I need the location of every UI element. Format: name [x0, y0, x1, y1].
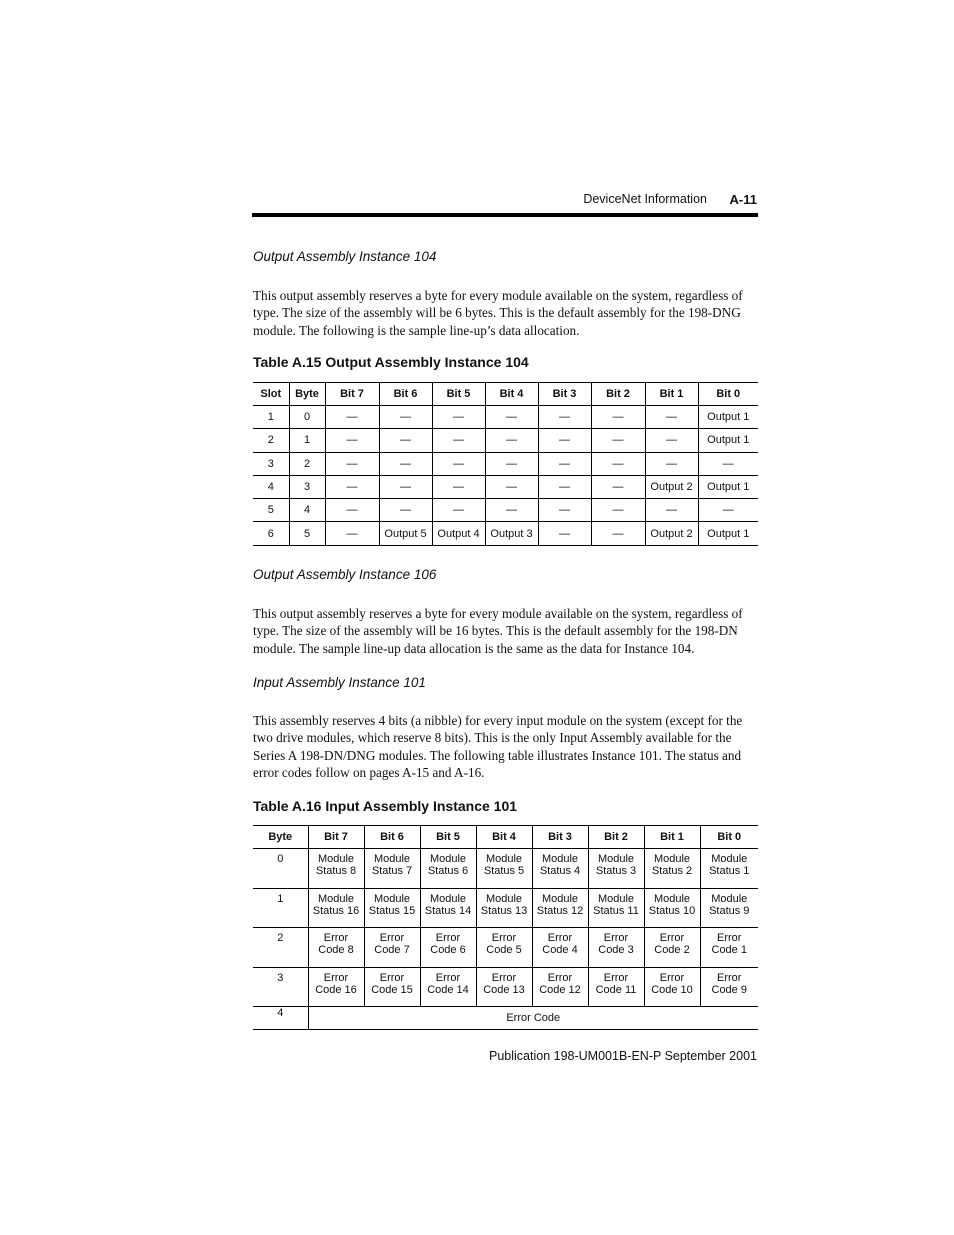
column-header: Bit 3 [538, 383, 591, 406]
publication-footer: Publication 198-UM001B-EN-P September 2001 [489, 1049, 757, 1063]
table-cell [588, 849, 644, 889]
cell-line: Error [435, 932, 461, 945]
column-header: Byte [253, 826, 308, 849]
table-row [253, 849, 758, 889]
cell-line: Module [597, 892, 635, 905]
cell-line: Error [323, 971, 349, 984]
cell-line: Status 2 [651, 865, 693, 877]
table-cell [308, 849, 364, 889]
table-cell: — [325, 406, 379, 429]
cell-line: Module [597, 853, 635, 865]
paragraph-instance-104: This output assembly reserves a byte for every module available on the system, regardless of type. The size of the assembly will be 6 bytes. This is the default assembly for the 198-DNG module. The following is the sample line-up’s data allocation. [253, 288, 743, 338]
table-cell [420, 849, 476, 889]
table-cell: — [379, 452, 432, 475]
table-cell [700, 967, 758, 1007]
table-cell [700, 928, 758, 968]
column-header: Bit 4 [485, 383, 538, 406]
table-cell: 2 [253, 429, 289, 452]
column-header: Bit 6 [364, 826, 420, 849]
running-header [252, 192, 757, 210]
table-cell: — [485, 499, 538, 522]
cell-line: Code 2 [654, 944, 690, 957]
table-cell [308, 928, 364, 968]
column-header: Bit 1 [645, 383, 698, 406]
table-cell [532, 928, 588, 968]
cell-line: Status 3 [595, 865, 637, 877]
table-cell: Output 1 [698, 522, 758, 545]
cell-line: Status 10 [648, 904, 696, 917]
cell-line: Status 13 [480, 904, 528, 917]
table-cell: — [379, 499, 432, 522]
byte-cell: 1 [253, 888, 308, 928]
table-cell: 0 [289, 406, 325, 429]
table-cell: — [698, 452, 758, 475]
cell-line: Module [429, 892, 467, 905]
table-cell [644, 888, 700, 928]
table-cell [308, 888, 364, 928]
cell-line: Error [547, 932, 573, 945]
cell-line: Module [653, 892, 691, 905]
table-cell: — [432, 499, 485, 522]
cell-line: Error [717, 971, 742, 984]
cell-line: Code 9 [711, 983, 747, 996]
column-header: Bit 2 [588, 826, 644, 849]
table-cell [476, 849, 532, 889]
header-title: DeviceNet Information [583, 192, 707, 206]
table-cell: — [698, 499, 758, 522]
table-cell: — [645, 406, 698, 429]
table-cell: — [538, 429, 591, 452]
table-cell: — [485, 452, 538, 475]
cell-line: Status 8 [315, 865, 357, 877]
cell-line: Module [429, 853, 467, 865]
table-cell [476, 888, 532, 928]
cell-line: Code 3 [598, 944, 634, 957]
table-cell [588, 928, 644, 968]
table-cell [476, 967, 532, 1007]
table-cell: — [485, 429, 538, 452]
cell-line: Code 14 [427, 983, 469, 996]
table-row [253, 967, 758, 1007]
cell-line: Code 4 [542, 944, 578, 957]
byte-cell: 3 [253, 967, 308, 1007]
table-cell: — [591, 475, 645, 498]
table-cell: — [538, 522, 591, 545]
cell-line: Status 6 [427, 865, 469, 877]
table-cell: Output 2 [645, 522, 698, 545]
cell-line: Error [603, 971, 629, 984]
cell-line: Error [379, 932, 405, 945]
table-row [253, 499, 758, 522]
column-header: Bit 6 [379, 383, 432, 406]
table-cell: — [645, 499, 698, 522]
cell-line: Module [373, 853, 411, 865]
cell-line: Status 7 [371, 865, 413, 877]
table-cell: — [325, 522, 379, 545]
table-cell: — [591, 406, 645, 429]
table-cell [588, 967, 644, 1007]
cell-line: Code 15 [371, 983, 413, 996]
table-cell: 3 [253, 452, 289, 475]
table-cell: — [379, 406, 432, 429]
cell-line: Error [659, 971, 685, 984]
table-cell: Output 3 [485, 522, 538, 545]
table-row [253, 429, 758, 452]
table-cell [420, 967, 476, 1007]
column-header: Byte [289, 383, 325, 406]
column-header: Bit 7 [325, 383, 379, 406]
table-cell: Output 4 [432, 522, 485, 545]
cell-line: Error [491, 971, 517, 984]
table-cell: — [591, 499, 645, 522]
table-cell [644, 928, 700, 968]
table-cell [476, 928, 532, 968]
table-cell [364, 888, 420, 928]
table-cell: 3 [289, 475, 325, 498]
table-cell [644, 967, 700, 1007]
cell-line: Module [711, 853, 748, 865]
table-cell: — [432, 475, 485, 498]
table-cell: — [591, 522, 645, 545]
table-cell: — [591, 429, 645, 452]
table-cell: — [325, 475, 379, 498]
table-cell [700, 849, 758, 889]
table-header-row [253, 383, 758, 406]
table-cell: Output 1 [698, 475, 758, 498]
table-cell [700, 888, 758, 928]
table-cell: Output 1 [698, 429, 758, 452]
table-cell: — [379, 475, 432, 498]
table-cell: Output 2 [645, 475, 698, 498]
table-cell: — [645, 429, 698, 452]
table-cell: — [325, 429, 379, 452]
table-cell: — [538, 452, 591, 475]
table-row [253, 452, 758, 475]
cell-line: Module [485, 892, 523, 905]
cell-line: Module [653, 853, 691, 865]
cell-line: Status 4 [539, 865, 581, 877]
cell-line: Error [717, 932, 742, 945]
table-row [253, 406, 758, 429]
table-cell: 5 [253, 499, 289, 522]
table-cell: 4 [289, 499, 325, 522]
table-row [253, 475, 758, 498]
table-cell [364, 967, 420, 1007]
table-cell: — [538, 475, 591, 498]
table-cell [420, 928, 476, 968]
table-cell [364, 928, 420, 968]
table-cell: — [485, 406, 538, 429]
column-header: Bit 5 [420, 826, 476, 849]
cell-line: Status 5 [483, 865, 525, 877]
column-header: Bit 1 [644, 826, 700, 849]
cell-line: Code 12 [539, 983, 581, 996]
table-cell: — [645, 452, 698, 475]
cell-line: Module [373, 892, 411, 905]
cell-line: Error [603, 932, 629, 945]
cell-line: Status 9 [709, 904, 750, 917]
header-rule [252, 213, 758, 217]
table-cell: — [325, 499, 379, 522]
cell-line: Status 11 [593, 904, 639, 917]
table-cell [588, 888, 644, 928]
column-header: Bit 3 [532, 826, 588, 849]
cell-line: Code 16 [315, 983, 357, 996]
table-cell: — [485, 475, 538, 498]
table-row [253, 888, 758, 928]
table-cell [364, 849, 420, 889]
table-cell [532, 849, 588, 889]
cell-line: Status 16 [312, 904, 360, 917]
cell-line: Status 14 [424, 904, 472, 917]
cell-line: Code 11 [595, 983, 637, 996]
paragraph-instance-101: This assembly reserves 4 bits (a nibble) for every input module on the system (except for the two drive modules, which reserve 8 bits). This is the only Input Assembly available for the Series A 198-DN/DNG modules. The following table illustrates Instance 101. The status and error codes follow on pages A-15 and A-16. [253, 713, 743, 780]
table-row [253, 928, 758, 968]
cell-line: Error [491, 932, 517, 945]
table-cell: — [432, 406, 485, 429]
table-cell [532, 967, 588, 1007]
paragraph-instance-106: This output assembly reserves a byte for every module available on the system, regardless of type. The size of the assembly will be 16 bytes. This is the default assembly for the 198-DN module. The sample line-up data allocation is the same as the data for Instance 104. [253, 606, 743, 656]
table-cell [420, 888, 476, 928]
table-cell: 6 [253, 522, 289, 545]
merged-error-code-cell: Error Code [308, 1007, 758, 1030]
cell-line: Module [485, 853, 523, 865]
cell-line: Error [379, 971, 405, 984]
cell-line: Error [323, 932, 349, 945]
cell-line: Error [435, 971, 461, 984]
column-header: Bit 0 [700, 826, 758, 849]
table-a16 [253, 825, 758, 1030]
cell-line: Code 6 [430, 944, 466, 957]
table-cell: 4 [253, 475, 289, 498]
table-cell: — [538, 406, 591, 429]
cell-line: Status 1 [709, 865, 750, 877]
column-header: Bit 4 [476, 826, 532, 849]
table-cell [644, 849, 700, 889]
byte-cell: 4 [253, 1007, 308, 1030]
table-cell: 2 [289, 452, 325, 475]
table-cell: — [591, 452, 645, 475]
column-header: Bit 5 [432, 383, 485, 406]
table-cell: 1 [289, 429, 325, 452]
section-heading-instance-106: Output Assembly Instance 106 [253, 567, 437, 582]
table-cell: — [538, 499, 591, 522]
section-heading-instance-101: Input Assembly Instance 101 [253, 675, 426, 690]
byte-cell: 0 [253, 849, 308, 889]
table-a15 [253, 382, 758, 546]
table-cell: — [379, 429, 432, 452]
table-header-row [253, 826, 758, 849]
table-cell: — [325, 452, 379, 475]
table-cell: Output 5 [379, 522, 432, 545]
column-header: Bit 2 [591, 383, 645, 406]
cell-line: Code 1 [711, 944, 747, 957]
cell-line: Error [659, 932, 685, 945]
table-cell [532, 888, 588, 928]
cell-line: Code 10 [651, 983, 693, 996]
table-row [253, 522, 758, 545]
table-cell: — [432, 429, 485, 452]
column-header: Slot [253, 383, 289, 406]
column-header: Bit 0 [698, 383, 758, 406]
table-a15-caption: Table A.15 Output Assembly Instance 104 [253, 354, 529, 370]
cell-line: Code 13 [483, 983, 525, 996]
cell-line: Code 7 [374, 944, 410, 957]
table-row [253, 1007, 758, 1030]
column-header: Bit 7 [308, 826, 364, 849]
section-heading-instance-104: Output Assembly Instance 104 [253, 249, 437, 264]
cell-line: Status 12 [536, 904, 584, 917]
table-cell: Output 1 [698, 406, 758, 429]
byte-cell: 2 [253, 928, 308, 968]
cell-line: Module [541, 892, 579, 905]
table-cell: — [432, 452, 485, 475]
cell-line: Module [317, 853, 355, 865]
table-cell: 5 [289, 522, 325, 545]
table-cell [308, 967, 364, 1007]
page-number: A-11 [729, 192, 757, 207]
cell-line: Code 8 [318, 944, 354, 957]
table-a16-caption: Table A.16 Input Assembly Instance 101 [253, 798, 518, 814]
cell-line: Module [541, 853, 579, 865]
table-cell: 1 [253, 406, 289, 429]
cell-line: Status 15 [368, 904, 416, 917]
cell-line: Error [547, 971, 573, 984]
cell-line: Code 5 [486, 944, 522, 957]
cell-line: Module [711, 892, 748, 905]
cell-line: Module [317, 892, 355, 905]
